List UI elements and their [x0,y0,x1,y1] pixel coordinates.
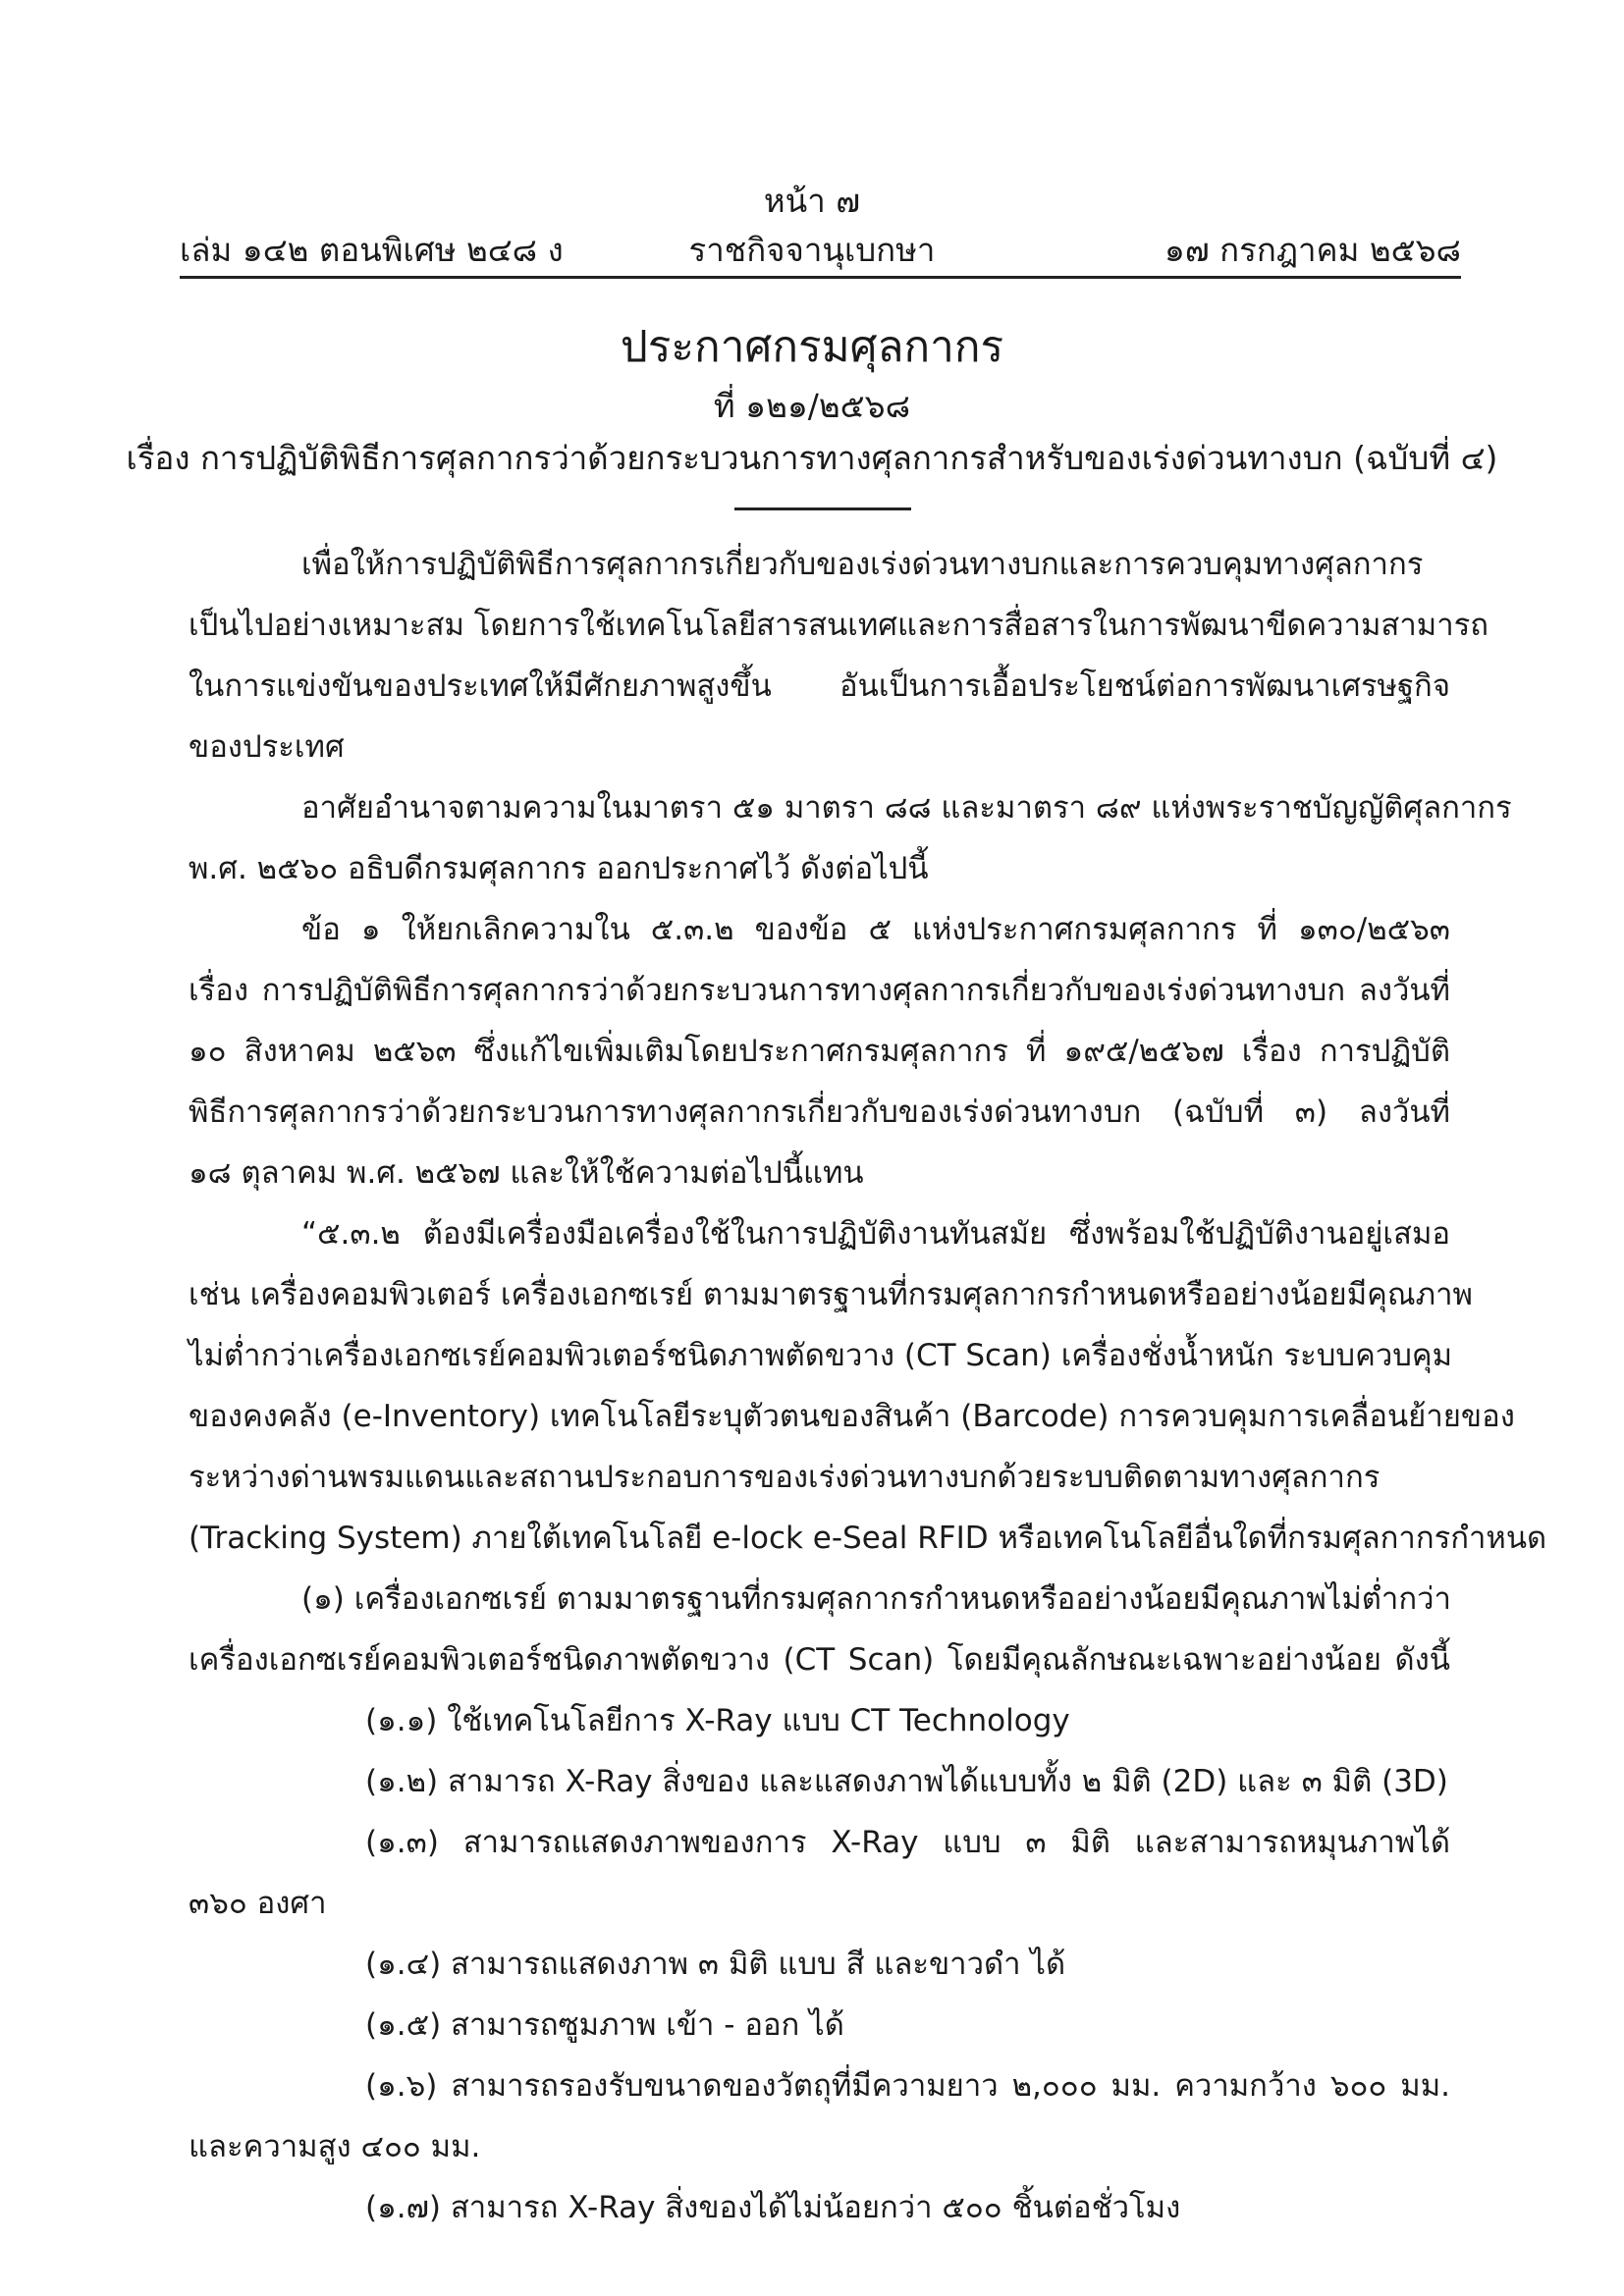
body-line: ไม่ต่ำกว่าเครื่องเอกซเรย์คอมพิวเตอร์ชนิดภาพตัดขวาง (CT Scan) เครื่องชั่งน้ำหนัก ระบบควบคุม [189,1338,1453,1373]
body-line: พ.ศ. ๒๕๖๐ อธิบดีกรมศุลกากร ออกประกาศไว้ ดังต่อไปนี้ [189,851,929,886]
body-line: ของประเทศ [189,729,345,765]
body-line: ในการแข่งขันของประเทศให้มีศักยภาพสูงขึ้น อันเป็นการเอื้อประโยชน์ต่อการพัฒนาเศรษฐกิจ [189,668,1450,704]
body-line: (๑.๒) สามารถ X-Ray สิ่งของ และแสดงภาพได้แบบทั้ง ๒ มิติ (2D) และ ๓ มิติ (3D) [365,1764,1448,1799]
body-line: (๑.๔) สามารถแสดงภาพ ๓ มิติ แบบ สี และขาวดำ ได้ [365,1947,1066,1982]
volume-info: เล่ม ๑๔๒ ตอนพิเศษ ๒๔๘ ง [180,231,564,269]
body-line: (๑.๕) สามารถซูมภาพ เข้า - ออก ได้ [365,2007,844,2043]
body-line: ๑๘ ตุลาคม พ.ศ. ๒๕๖๗ และให้ใช้ความต่อไปนี้แทน [189,1155,864,1191]
body-line: เครื่องเอกซเรย์คอมพิวเตอร์ชนิดภาพตัดขวาง (CT Scan) โดยมีคุณลักษณะเฉพาะอย่างน้อย ดังนี้ [189,1642,1450,1678]
publication-date: ๑๗ กรกฎาคม ๒๕๖๘ [1164,231,1461,269]
body-line: (Tracking System) ภายใต้เทคโนโลยี e-lock e-Seal RFID หรือเทคโนโลยีอื่นใดที่กรมศุลกากรกำหนด [189,1521,1547,1556]
announcement-subject: เรื่อง การปฏิบัติพิธีการศุลกากรว่าด้วยกระบวนการทางศุลกากรสำหรับของเร่งด่วนทางบก (ฉบับที่ ๔) [126,439,1498,477]
body-line: (๑) เครื่องเอกซเรย์ ตามมาตรฐานที่กรมศุลกากรกำหนดหรืออย่างน้อยมีคุณภาพไม่ต่ำกว่า [301,1581,1451,1617]
body-line: (๑.๖) สามารถรองรับขนาดของวัตถุที่มีความยาว ๒,๐๐๐ มม. ความกว้าง ๖๐๐ มม. [365,2068,1450,2104]
body-line: อาศัยอำนาจตามความในมาตรา ๕๑ มาตรา ๘๘ และมาตรา ๘๙ แห่งพระราชบัญญัติศุลกากร [301,790,1512,826]
body-line: ๓๖๐ องศา [189,1886,327,1921]
body-line: ข้อ ๑ ให้ยกเลิกความใน ๕.๓.๒ ของข้อ ๕ แห่งประกาศกรมศุลกากร ที่ ๑๓๐/๒๕๖๓ [301,912,1450,947]
page-number: หน้า ๗ [763,182,861,220]
body-line: “๕.๓.๒ ต้องมีเครื่องมือเครื่องใช้ในการปฏิบัติงานทันสมัย ซึ่งพร้อมใช้ปฏิบัติงานอยู่เสมอ [301,1216,1450,1252]
title-rule [734,507,911,510]
body-line: ๑๐ สิงหาคม ๒๕๖๓ ซึ่งแก้ไขเพิ่มเติมโดยประกาศกรมศุลกากร ที่ ๑๙๕/๒๕๖๗ เรื่อง การปฏิบัติ [189,1034,1450,1069]
body-line: ของคงคลัง (e-Inventory) เทคโนโลยีระบุตัวตนของสินค้า (Barcode) การควบคุมการเคลื่อนย้ายของ [189,1399,1515,1434]
body-line: และความสูง ๔๐๐ มม. [189,2129,481,2164]
announcement-number: ที่ ๑๒๑/๒๕๖๘ [713,387,911,425]
body-line: (๑.๑) ใช้เทคโนโลยีการ X-Ray แบบ CT Technology [365,1703,1070,1738]
body-line: ระหว่างด่านพรมแดนและสถานประกอบการของเร่งด่วนทางบกด้วยระบบติดตามทางศุลกากร [189,1460,1380,1495]
body-line: เช่น เครื่องคอมพิวเตอร์ เครื่องเอกซเรย์ ตามมาตรฐานที่กรมศุลกากรกำหนดหรืออย่างน้อยมีคุณภาพ [189,1277,1473,1312]
body-line: พิธีการศุลกากรว่าด้วยกระบวนการทางศุลกากรเกี่ยวกับของเร่งด่วนทางบก (ฉบับที่ ๓) ลงวันที่ [189,1095,1450,1130]
header-rule [180,276,1461,279]
body-line: เรื่อง การปฏิบัติพิธีการศุลกากรว่าด้วยกระบวนการทางศุลกากรเกี่ยวกับของเร่งด่วนทางบก ลงวันที่ [189,973,1450,1008]
body-line: เพื่อให้การปฏิบัติพิธีการศุลกากรเกี่ยวกับของเร่งด่วนทางบกและการควบคุมทางศุลกากร [301,547,1424,582]
body-line: (๑.๓) สามารถแสดงภาพของการ X-Ray แบบ ๓ มิติ และสามารถหมุนภาพได้ [365,1825,1450,1860]
body-line: เป็นไปอย่างเหมาะสม โดยการใช้เทคโนโลยีสารสนเทศและการสื่อสารในการพัฒนาขีดความสามารถ [189,608,1489,643]
gazette-name: ราชกิจจานุเบกษา [688,231,936,269]
announcement-title: ประกาศกรมศุลกากร [620,322,1004,372]
body-line: (๑.๗) สามารถ X-Ray สิ่งของได้ไม่น้อยกว่า ๕๐๐ ชิ้นต่อชั่วโมง [365,2190,1181,2225]
